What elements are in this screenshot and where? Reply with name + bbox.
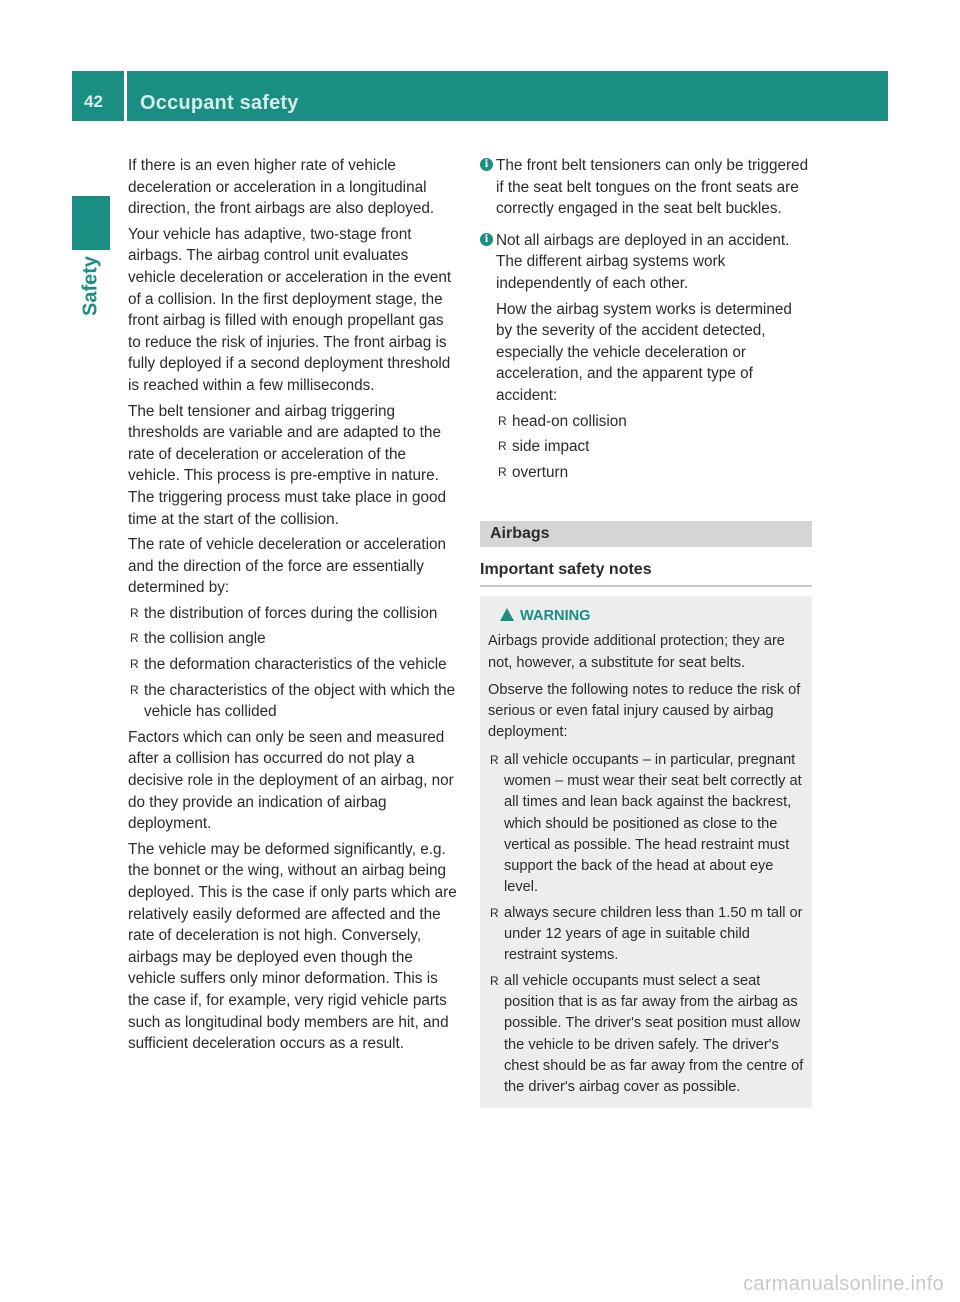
- side-tab-marker: [72, 196, 110, 250]
- list-item: R all vehicle occupants must select a seat position that is as far away from the airbag as possible. The driver's seat position must allow the vehicle to be driven safely. The driver's chest should be as far away from the centre of the driver's airbag cover as possible.: [490, 972, 804, 1096]
- list-item: R the collision angle: [128, 628, 460, 650]
- header-divider: [124, 71, 127, 121]
- list-item: R the distribution of forces during the collision: [128, 603, 460, 625]
- list-item: R always secure children less than 1.50 m tall or under 12 years of age in suitable child restraint systems.: [490, 904, 803, 964]
- accident-types-list: [496, 411, 812, 484]
- list-item: R side impact: [496, 436, 812, 458]
- paragraph: Airbags provide additional protection; they are not, however, a substitute for seat belts.: [488, 633, 785, 671]
- bullet-icon: R: [498, 464, 507, 479]
- side-tab-label: Safety: [79, 255, 102, 317]
- left-column: [128, 155, 460, 1059]
- list-item: R the characteristics of the object with which the vehicle has collided: [130, 681, 456, 721]
- paragraph: Factors which can only be seen and measured after a collision has occurred do not play a decisive role in the deployment of an airbag, nor do they provide an indication of airbag deployment.: [128, 728, 454, 833]
- force-factors-list: [128, 603, 460, 723]
- list-item: R head-on collision: [496, 411, 812, 433]
- page-number: 42: [84, 92, 103, 111]
- subsection-heading: Important safety notes: [480, 559, 812, 587]
- info-icon: i: [480, 158, 493, 171]
- paragraph: The rate of vehicle deceleration or acceleration and the direction of the force are essentially determined by:: [128, 536, 447, 597]
- info-icon: i: [480, 233, 493, 246]
- paragraph: The belt tensioner and airbag triggering thresholds are variable and are adapted to the rate of deceleration or acceleration of the vehicle. This process is pre-emptive in nature. The triggering process must take place in good time at the start of the collision.: [128, 402, 447, 528]
- paragraph: How the airbag system works is determined by the severity of the accident detected, especially the vehicle deceleration or acceleration, and the apparent type of accident:: [496, 300, 792, 404]
- list-item: R the deformation characteristics of the vehicle: [128, 654, 460, 676]
- paragraph: If there is an even higher rate of vehicle deceleration or acceleration in a longitudinal direction, the front airbags are also deployed.: [128, 157, 435, 218]
- bullet-icon: R: [130, 682, 139, 697]
- bullet-icon: R: [498, 413, 507, 428]
- warning-triangle-icon: [500, 608, 514, 621]
- watermark: carmanualsonline.info: [743, 1273, 944, 1295]
- chapter-title: Occupant safety: [140, 92, 299, 114]
- bullet-icon: R: [130, 631, 139, 646]
- section-heading: Airbags: [480, 521, 812, 547]
- warning-list: [488, 750, 804, 1099]
- warning-box: [480, 596, 812, 1109]
- paragraph: Not all airbags are deployed in an accident. The different airbag systems work independently of each other.: [496, 231, 790, 292]
- bullet-icon: R: [490, 973, 499, 988]
- warning-header: WARNING: [488, 606, 804, 627]
- bullet-icon: R: [490, 752, 499, 767]
- bullet-icon: R: [130, 657, 139, 672]
- bullet-icon: R: [130, 605, 139, 620]
- info-note: [480, 230, 812, 484]
- list-item: R overturn: [496, 462, 812, 484]
- info-note: i The front belt tensioners can only be triggered if the seat belt tongues on the front seats are correctly engaged in the seat belt buckles.: [480, 155, 812, 220]
- paragraph: Your vehicle has adaptive, two-stage front airbags. The airbag control unit evaluates vehicle deceleration or acceleration in the event of a collision. In the first deployment stage, the front airbag is filled with enough propellant gas to reduce the risk of injuries. The front airbag is fully deployed if a second deployment threshold is reached within a few milliseconds.: [128, 225, 452, 394]
- paragraph: The vehicle may be deformed significantly, e.g. the bonnet or the wing, without an airbag being deployed. This is the case if only parts which are relatively easily deformed are affected and the rate of deceleration is not high. Conversely, airbags may be deployed even though the vehicle suffers only minor deformation. This is the case if, for example, very rigid vehicle parts such as longitudinal body members are hit, and sufficient deceleration occurs as a result.: [128, 840, 457, 1053]
- paragraph: Observe the following notes to reduce the risk of serious or even fatal injury caused by airbag deployment:: [488, 681, 801, 741]
- bullet-icon: R: [498, 439, 507, 454]
- list-item: R all vehicle occupants – in particular, pregnant women – must wear their seat belt correctly at all times and lean back against the backrest, which should be positioned as close to the vertical as possible. The head restraint must support the back of the head at about eye level.: [490, 751, 802, 896]
- bullet-icon: R: [490, 905, 499, 920]
- right-column: [480, 155, 812, 1108]
